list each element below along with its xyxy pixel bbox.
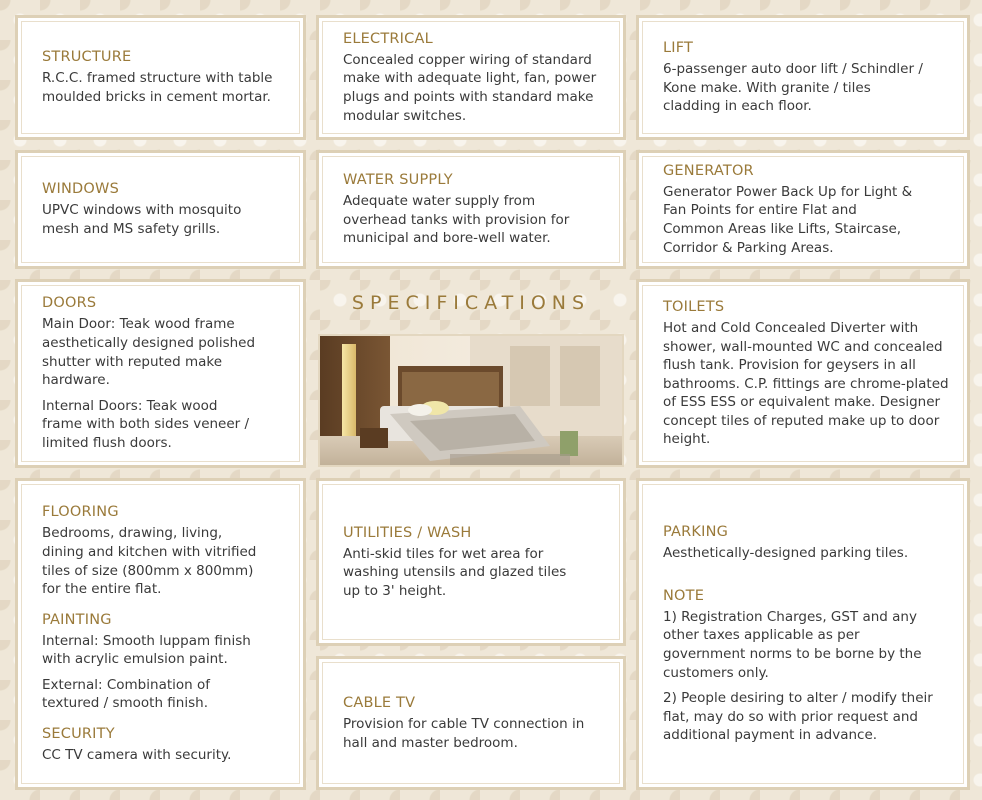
toilets-heading: TOILETS <box>663 298 725 315</box>
structure-card <box>15 15 306 140</box>
toilets-card <box>636 279 970 468</box>
utilities-text: Anti-skid tiles for wet area for washing utensils and glazed tiles up to 3' height. <box>343 545 567 599</box>
security-heading: SECURITY <box>42 726 115 743</box>
water-supply-text: Adequate water supply from overhead tanks with provision for municipal and bore-well water. <box>343 193 570 247</box>
doors-main-text: Main Door: Teak wood frame aesthetically designed polished shutter with reputed make hardware. <box>42 316 256 389</box>
flooring-heading: FLOORING <box>42 504 119 521</box>
generator-card <box>636 150 970 269</box>
utilities-heading: UTILITIES / WASH <box>343 524 472 541</box>
specifications-title: SPECIFICATIONS <box>351 292 591 314</box>
windows-heading: WINDOWS <box>42 181 119 198</box>
flooring-card <box>15 478 306 790</box>
generator-heading: GENERATOR <box>663 162 754 179</box>
doors-heading: DOORS <box>42 295 97 312</box>
structure-text: R.C.C. framed structure with table moulded bricks in cement mortar. <box>42 70 273 105</box>
electrical-card <box>316 15 626 140</box>
windows-text: UPVC windows with mosquito mesh and MS safety grills. <box>42 202 242 237</box>
note-item-2: 2) People desiring to alter / modify their flat, may do so with prior request and additional payment in advance. <box>663 690 933 744</box>
painting-heading: PAINTING <box>42 611 112 628</box>
generator-text: Generator Power Back Up for Light & Fan Points for entire Flat and Common Areas like Lifts, Staircase, Corridor & Parking Areas. <box>663 183 913 256</box>
cable-tv-card <box>316 656 626 790</box>
doors-internal-text: Internal Doors: Teak wood frame with both sides veneer / limited flush doors. <box>42 397 250 451</box>
parking-heading: PARKING <box>663 524 729 541</box>
flooring-text: Bedrooms, drawing, living, dining and kitchen with vitrified tiles of size (800mm x 800mm) for the entire flat. <box>42 525 257 598</box>
toilets-text: Hot and Cold Concealed Diverter with shower, wall-mounted WC and concealed flush tank. Provision for geysers in all bathrooms. C.P. fittings are chrome-plated of ESS ESS or equivalent make. Designer concept tiles of reputed make up to door height. <box>663 319 949 448</box>
doors-card <box>15 279 306 468</box>
note-heading: NOTE <box>663 587 705 604</box>
cable-tv-heading: CABLE TV <box>343 694 416 711</box>
water-supply-heading: WATER SUPPLY <box>343 172 453 189</box>
structure-heading: STRUCTURE <box>42 49 132 66</box>
windows-card <box>15 150 306 269</box>
lift-text: 6-passenger auto door lift / Schindler / Kone make. With granite / tiles cladding in each floor. <box>663 61 923 115</box>
electrical-text: Concealed copper wiring of standard make with adequate light, fan, power plugs and points with standard make modular switches. <box>343 51 597 124</box>
bedroom-illustration <box>320 336 624 467</box>
water-supply-card <box>316 150 626 269</box>
bedroom-photo <box>318 334 624 467</box>
lift-card <box>636 15 970 140</box>
parking-text: Aesthetically-designed parking tiles. <box>663 545 909 562</box>
painting-external-text: External: Combination of textured / smooth finish. <box>42 676 210 712</box>
cable-tv-text: Provision for cable TV connection in hall and master bedroom. <box>343 715 585 751</box>
security-text: CC TV camera with security. <box>42 747 232 764</box>
note-item-1: 1) Registration Charges, GST and any other taxes applicable as per government norms to be borne by the customers only. <box>663 608 922 681</box>
lift-heading: LIFT <box>663 40 694 57</box>
parking-note-card <box>636 478 970 790</box>
utilities-card <box>316 478 626 646</box>
electrical-heading: ELECTRICAL <box>343 30 433 47</box>
painting-internal-text: Internal: Smooth luppam finish with acrylic emulsion paint. <box>42 632 251 668</box>
